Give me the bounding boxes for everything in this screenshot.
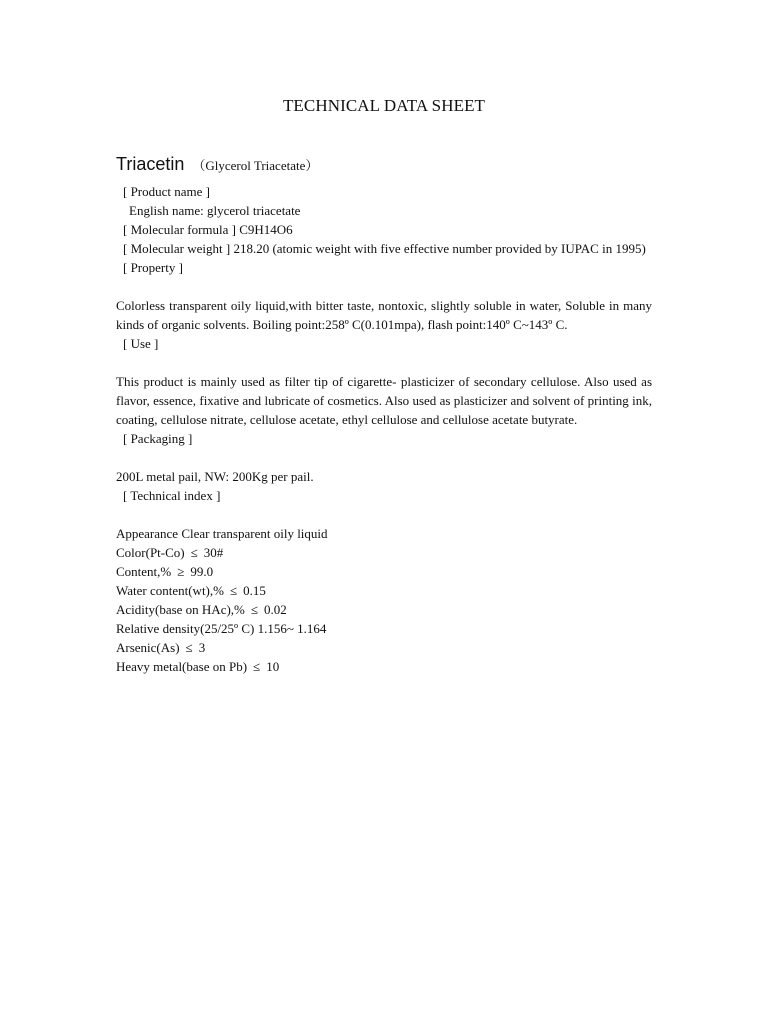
- spec-row: [116, 562, 652, 581]
- spec-name: Color(Pt-Co): [116, 545, 185, 560]
- spec-value: 30#: [203, 545, 224, 560]
- molecular-weight-text: [ Molecular weight ] 218.20 (atomic weight with five effective number provided by IUPAC in 1995): [123, 241, 646, 256]
- spec-row: [116, 600, 652, 619]
- molecular-formula: [ Molecular formula ] C9H14O6: [123, 222, 293, 237]
- spacer: [116, 505, 652, 524]
- use-text: This product is mainly used as filter tip of cigarette- plasticizer of secondary cellulose. Also used as flavor, essence, fixative and lubricate of cosmetics. Also used as plasticizer and solvent of printing ink, coating, cellulose nitrate, cellulose acetate, ethyl cellulose and cellulose acetate butyrate.: [116, 374, 652, 427]
- spec-row: [116, 543, 652, 562]
- packaging-label: [ Packaging ]: [123, 431, 193, 446]
- document-title: TECHNICAL DATA SHEET: [282, 96, 486, 115]
- product-name: Triacetin: [116, 154, 185, 174]
- packaging-text: 200L metal pail, NW: 200Kg per pail.: [116, 469, 314, 484]
- spec-value: 0.02: [264, 602, 287, 617]
- spec-value: 3: [198, 640, 206, 655]
- technical-index-label: [ Technical index ]: [123, 488, 221, 503]
- property-text: Colorless transparent oily liquid,with bitter taste, nontoxic, slightly soluble in water, Soluble in many kinds of organic solvents. Boiling point:258º C(0.101mpa), flash point:140º C~143º C.: [116, 298, 652, 332]
- use-label: [ Use ]: [123, 336, 159, 351]
- spec-name: Heavy metal(base on Pb): [116, 659, 248, 674]
- product-alt-name: （Glycerol Triacetate）: [192, 158, 319, 173]
- spacer: [116, 353, 652, 372]
- product-name-label: [ Product name ]: [123, 184, 211, 199]
- spec-value: 99.0: [190, 564, 214, 579]
- spec-name: Acidity(base on HAc),%: [116, 602, 245, 617]
- spacer: [116, 277, 652, 296]
- product-heading: [116, 150, 318, 177]
- spec-operator: ≤: [250, 602, 259, 617]
- spec-row: [116, 524, 652, 543]
- spec-name: Content,%: [116, 564, 172, 579]
- spec-value: 10: [266, 659, 280, 674]
- spacer: [116, 448, 652, 467]
- spec-row: [116, 619, 652, 638]
- spec-operator: ≤: [229, 583, 238, 598]
- property-label: [ Property ]: [123, 260, 183, 275]
- spec-operator: ≤: [253, 659, 261, 674]
- spec-list: [116, 524, 652, 676]
- document-body: [116, 182, 652, 676]
- spec-operator: ≥: [177, 564, 185, 579]
- spec-operator: ≤: [185, 640, 193, 655]
- spec-name: Appearance Clear transparent oily liquid: [116, 526, 328, 541]
- molecular-weight: [116, 239, 652, 258]
- spec-value: 0.15: [243, 583, 266, 598]
- spec-operator: ≤: [190, 545, 198, 560]
- spec-name: Arsenic(As): [116, 640, 180, 655]
- english-name: English name: glycerol triacetate: [129, 203, 301, 218]
- spec-name: Relative density(25/25º C) 1.156~ 1.164: [116, 621, 327, 636]
- spec-name: Water content(wt),%: [116, 583, 224, 598]
- spec-row: [116, 581, 652, 600]
- spec-row: [116, 638, 652, 657]
- spec-row: [116, 657, 652, 676]
